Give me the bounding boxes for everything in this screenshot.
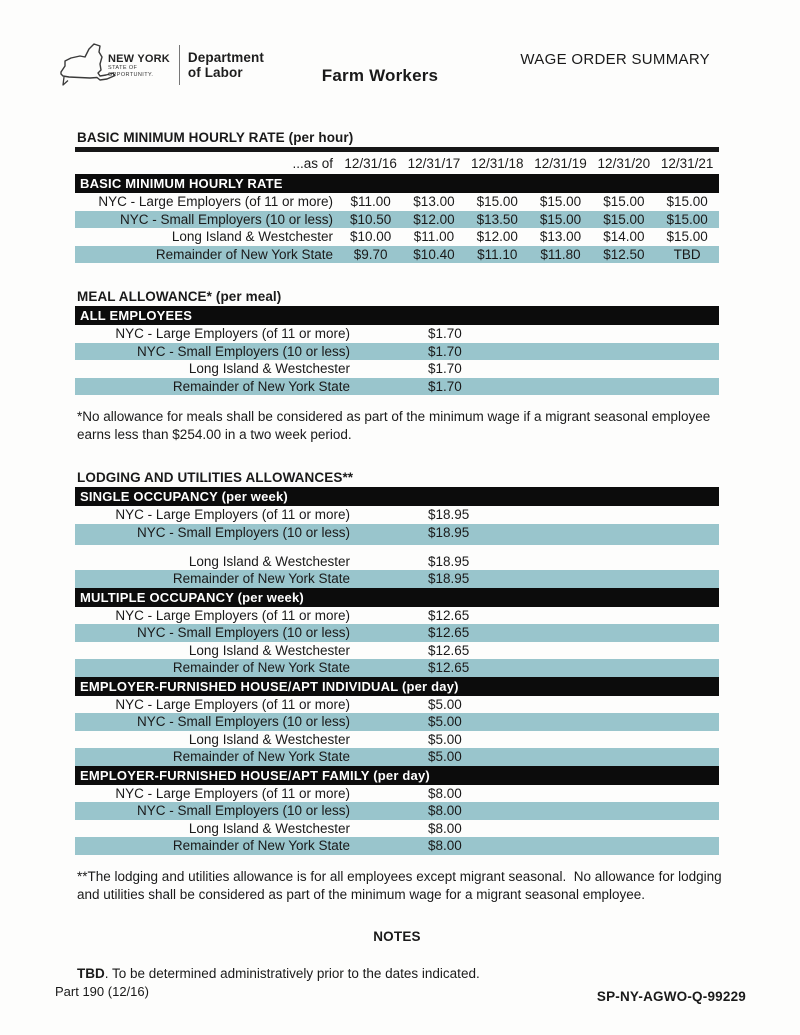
section-title-meal-allowance: MEAL ALLOWANCE* (per meal) bbox=[77, 289, 282, 304]
notes-heading: NOTES bbox=[373, 928, 421, 944]
basic-minimum-rows bbox=[75, 193, 719, 263]
lodging-subtables bbox=[75, 487, 719, 855]
allowance-value: $8.00 bbox=[428, 785, 462, 801]
table-row bbox=[75, 820, 719, 838]
table-row bbox=[75, 802, 719, 820]
allowance-value: $8.00 bbox=[428, 820, 462, 836]
allowance-value: $12.65 bbox=[428, 660, 470, 676]
table-row bbox=[75, 624, 719, 642]
row-label: Long Island & Westchester bbox=[188, 820, 350, 836]
allowance-value: $8.00 bbox=[428, 838, 462, 854]
table-row bbox=[75, 360, 719, 378]
meal-allowance-rows bbox=[75, 325, 719, 395]
tbd-note bbox=[77, 966, 719, 981]
rate-value: $15.00 bbox=[603, 211, 645, 227]
row-label: NYC - Small Employers (10 or less) bbox=[136, 343, 350, 359]
logo-department-line-1: Department bbox=[187, 49, 264, 65]
row-label: Long Island & Westchester bbox=[188, 642, 350, 658]
allowance-value: $1.70 bbox=[428, 326, 462, 342]
section-rule bbox=[75, 147, 719, 152]
rate-value: $15.00 bbox=[603, 194, 645, 210]
logo-department-line-2: of Labor bbox=[187, 65, 243, 80]
date-header: 12/31/19 bbox=[534, 156, 587, 171]
rate-value: $10.00 bbox=[350, 229, 392, 245]
rate-value: $10.40 bbox=[413, 246, 455, 262]
part-number: Part 190 (12/16) bbox=[55, 984, 149, 999]
table-row bbox=[75, 553, 719, 571]
row-label: NYC - Small Employers (10 or less) bbox=[136, 525, 350, 541]
rate-value: $15.00 bbox=[666, 211, 708, 227]
row-label: Remainder of New York State bbox=[172, 571, 350, 587]
rate-value: $15.00 bbox=[666, 194, 708, 210]
rate-value: $11.00 bbox=[350, 194, 391, 210]
row-label: Remainder of New York State bbox=[172, 660, 350, 676]
row-label: Long Island & Westchester bbox=[188, 361, 350, 377]
date-header: 12/31/20 bbox=[597, 156, 651, 171]
rate-value: $14.00 bbox=[603, 229, 645, 245]
meal-allowance-section bbox=[75, 289, 719, 444]
allowance-value: $5.00 bbox=[428, 731, 462, 747]
date-header: 12/31/18 bbox=[470, 156, 524, 171]
document-body bbox=[75, 130, 722, 981]
wage-order-summary-title: WAGE ORDER SUMMARY bbox=[520, 51, 710, 68]
rate-value: $11.80 bbox=[540, 246, 581, 262]
as-of-header-row bbox=[75, 153, 719, 174]
rate-value: $10.50 bbox=[350, 211, 392, 227]
row-label: Remainder of New York State bbox=[172, 838, 350, 854]
table-row bbox=[75, 193, 719, 211]
row-label: NYC - Small Employers (10 or less) bbox=[136, 625, 350, 641]
all-employees-header-bar: ALL EMPLOYEES bbox=[75, 306, 719, 325]
row-label: NYC - Small Employers (10 or less) bbox=[119, 211, 333, 227]
allowance-value: $18.95 bbox=[428, 571, 470, 587]
rate-value: $12.00 bbox=[476, 229, 518, 245]
table-row bbox=[75, 325, 719, 343]
row-label: NYC - Large Employers (of 11 or more) bbox=[115, 326, 350, 342]
rate-value: $12.50 bbox=[603, 246, 645, 262]
table-row bbox=[75, 713, 719, 731]
table-row bbox=[75, 642, 719, 660]
table-row bbox=[75, 228, 719, 246]
date-header: 12/31/17 bbox=[407, 156, 461, 171]
row-label: NYC - Large Employers (of 11 or more) bbox=[115, 607, 350, 623]
allowance-value: $18.95 bbox=[428, 525, 470, 541]
form-code: SP-NY-AGWO-Q-99229 bbox=[596, 989, 746, 1004]
date-header: 12/31/21 bbox=[660, 156, 714, 171]
row-label: NYC - Small Employers (10 or less) bbox=[136, 714, 350, 730]
table-row bbox=[75, 343, 719, 361]
row-label: NYC - Large Employers (of 11 or more) bbox=[115, 507, 350, 523]
meal-footnote: *No allowance for meals shall be considered as part of the minimum wage if a migrant seasonal employee earns less than $254.00 in a two week period. bbox=[77, 409, 711, 443]
rate-value: $13.50 bbox=[476, 211, 518, 227]
rate-value: $15.00 bbox=[666, 229, 708, 245]
lodging-footnote: **The lodging and utilities allowance is for all employees except migrant seasonal. No allowance for lodging and utilities shall be considered as part of the minimum wage for a migrant seasonal employee. bbox=[77, 868, 722, 902]
tbd-term: TBD bbox=[77, 965, 105, 981]
basic-minimum-header-bar: BASIC MINIMUM HOURLY RATE bbox=[75, 174, 719, 193]
date-header: 12/31/16 bbox=[344, 156, 397, 171]
allowance-value: $18.95 bbox=[428, 553, 470, 569]
allowance-value: $5.00 bbox=[428, 749, 462, 765]
table-row bbox=[75, 748, 719, 766]
as-of-label: ...as of bbox=[292, 156, 333, 171]
row-label: Long Island & Westchester bbox=[171, 229, 333, 245]
allowance-value: $5.00 bbox=[428, 714, 462, 730]
table-row bbox=[75, 570, 719, 588]
table-row bbox=[75, 837, 719, 855]
table-row bbox=[75, 659, 719, 677]
row-label: NYC - Large Employers (of 11 or more) bbox=[115, 785, 350, 801]
logo-state-tagline-1: STATE OF bbox=[108, 64, 138, 71]
subtable-header-multiple: MULTIPLE OCCUPANCY (per week) bbox=[75, 588, 719, 607]
allowance-value: $18.95 bbox=[428, 507, 470, 523]
rate-value: $15.00 bbox=[476, 194, 518, 210]
row-label: Long Island & Westchester bbox=[188, 553, 350, 569]
allowance-value: $5.00 bbox=[428, 696, 462, 712]
rate-value: $13.00 bbox=[539, 229, 582, 245]
row-label: Remainder of New York State bbox=[172, 749, 350, 765]
table-row bbox=[75, 696, 719, 714]
subtable-header-single: SINGLE OCCUPANCY (per week) bbox=[75, 487, 719, 506]
rate-value: $11.10 bbox=[477, 246, 518, 262]
row-label: Remainder of New York State bbox=[155, 246, 333, 262]
table-row bbox=[75, 524, 719, 545]
allowance-value: $12.65 bbox=[428, 625, 470, 641]
table-row bbox=[75, 378, 719, 396]
row-label: NYC - Large Employers (of 11 or more) bbox=[115, 696, 350, 712]
table-row bbox=[75, 785, 719, 803]
table-row bbox=[75, 506, 719, 524]
table-row bbox=[75, 607, 719, 625]
allowance-value: $12.65 bbox=[428, 642, 470, 658]
page-title: Farm Workers bbox=[321, 66, 439, 85]
allowance-value: $8.00 bbox=[428, 803, 462, 819]
table-row bbox=[75, 211, 719, 229]
table-row bbox=[75, 246, 719, 264]
rate-value: $15.00 bbox=[539, 194, 582, 210]
basic-minimum-section bbox=[75, 130, 719, 263]
rate-value: $15.00 bbox=[539, 211, 582, 227]
row-label: NYC - Small Employers (10 or less) bbox=[136, 803, 350, 819]
subtable-header-individual: EMPLOYER-FURNISHED HOUSE/APT INDIVIDUAL (per day) bbox=[75, 677, 719, 696]
section-title-basic-minimum: BASIC MINIMUM HOURLY RATE (per hour) bbox=[77, 130, 354, 145]
allowance-value: $1.70 bbox=[428, 361, 462, 377]
tbd-text: . To be determined administratively prior to the dates indicated. bbox=[104, 965, 480, 981]
row-label: Remainder of New York State bbox=[172, 378, 350, 394]
allowance-value: $1.70 bbox=[428, 343, 462, 359]
rate-value: $12.00 bbox=[413, 211, 455, 227]
lodging-section bbox=[75, 470, 722, 904]
subtable-header-family: EMPLOYER-FURNISHED HOUSE/APT FAMILY (per day) bbox=[75, 766, 719, 785]
allowance-value: $12.65 bbox=[428, 607, 470, 623]
rate-value: $9.70 bbox=[353, 246, 388, 262]
logo-state-tagline-2: OPPORTUNITY. bbox=[108, 71, 154, 78]
rate-value: $11.00 bbox=[413, 229, 455, 245]
row-label: NYC - Large Employers (of 11 or more) bbox=[98, 194, 333, 210]
rate-value: TBD bbox=[673, 246, 701, 262]
logo-state-name: NEW YORK bbox=[108, 52, 170, 65]
row-label: Long Island & Westchester bbox=[188, 731, 350, 747]
section-title-lodging: LODGING AND UTILITIES ALLOWANCES** bbox=[77, 470, 354, 486]
table-row bbox=[75, 731, 719, 749]
allowance-value: $1.70 bbox=[428, 378, 462, 394]
rate-value: $13.00 bbox=[413, 194, 455, 210]
